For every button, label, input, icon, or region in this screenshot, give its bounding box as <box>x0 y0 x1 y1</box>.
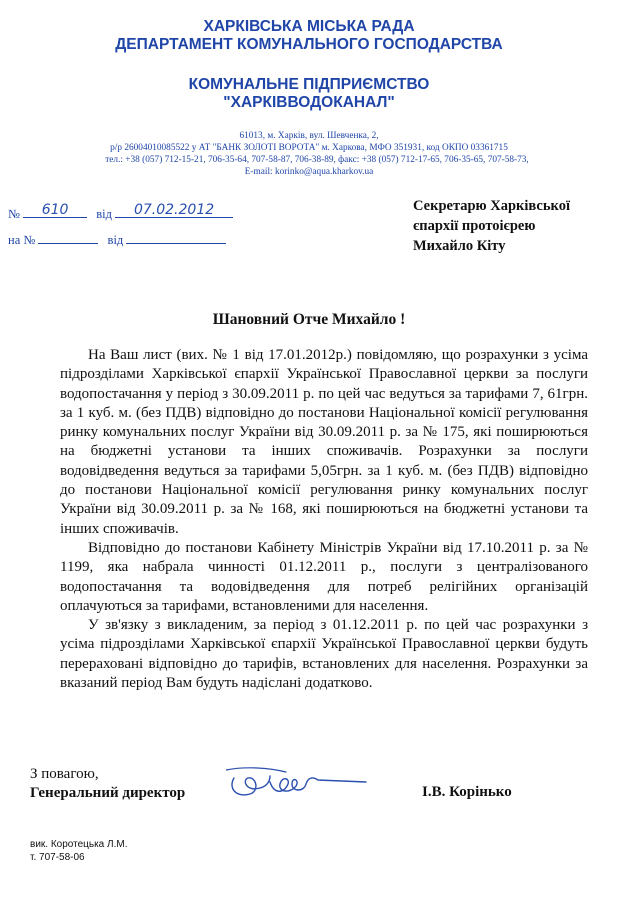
date-label: від <box>96 207 112 221</box>
in-date-label: від <box>107 233 124 247</box>
incoming-number-field <box>38 231 98 244</box>
closing-block <box>30 765 185 803</box>
council-name: ХАРКІВСЬКА МІСЬКА РАДА <box>203 18 415 35</box>
executor-phone: т. 707-58-06 <box>30 852 85 863</box>
number-label: № <box>8 207 20 221</box>
bank-details: р/р 26004010085522 у АТ "БАНК ЗОЛОТІ ВОРОТА" м. Харкова, МФО 351931, код ОКПО 03361715 <box>110 143 508 153</box>
incoming-registration <box>8 231 226 248</box>
department-name: ДЕПАРТАМЕНТ КОМУНАЛЬНОГО ГОСПОДАРСТВА <box>115 36 503 53</box>
paragraph-3: У зв'язку з викладеним, за період з 01.12.2011 р. по цей час розрахунки з усіма підрозділами Харківської єпархії Української Православної церкви будуть перераховані відповідно до тарифів, встановлених для населення. Розрахунки за вказаний період Вам будуть надіслані додатково. <box>60 617 588 692</box>
outgoing-number: 610 <box>41 202 69 218</box>
executor-block <box>30 838 127 864</box>
signer-title: Генеральний директор <box>30 785 186 801</box>
recipient-line-3: Михайло Кіту <box>413 238 506 254</box>
incoming-date-field <box>126 231 226 244</box>
executor-name: вик. Коротецька Л.М. <box>30 839 128 850</box>
outgoing-number-field <box>23 202 87 218</box>
enterprise-name: "ХАРКІВВОДОКАНАЛ" <box>223 94 395 111</box>
recipient-block <box>413 196 570 256</box>
signature-icon <box>226 764 376 804</box>
letter-body <box>60 346 588 693</box>
outgoing-date-field <box>115 202 233 218</box>
in-number-label: на № <box>8 233 36 247</box>
email: E-mail: korinko@aqua.kharkov.ua <box>244 167 374 177</box>
outgoing-registration <box>8 202 233 222</box>
address: 61013, м. Харків, вул. Шевченка, 2, <box>239 131 379 141</box>
greeting: Шановний Отче Михайло ! <box>212 311 406 328</box>
signer-name: І.В. Корінько <box>422 784 512 800</box>
paragraph-2: Відповідно до постанови Кабінету Міністрів України від 17.10.2011 р. за № 1199, яка набрала чинності 01.12.2011 р., послуги з централізованого водопостачання та водовідведення для потреб релігійних організацій оплачуються за тарифами, встановленими для населення. <box>60 539 588 614</box>
recipient-line-2: єпархії протоієрею <box>413 218 536 234</box>
regards: З повагою, <box>30 766 99 782</box>
enterprise-type: КОМУНАЛЬНЕ ПІДПРИЄМСТВО <box>188 76 430 93</box>
phone-numbers: тел.: +38 (057) 712-15-21, 706-35-64, 707-58-87, 706-38-89, факс: +38 (057) 712-17-65, 706-35-65, 707-58-73, <box>105 155 529 165</box>
recipient-line-1: Секретарю Харківської <box>413 198 570 214</box>
outgoing-date: 07.02.2012 <box>133 202 215 218</box>
paragraph-1: На Ваш лист (вих. № 1 від 17.01.2012р.) повідомляю, що розрахунки з усіма підрозділами Харківської єпархії Української Православної церкви за послуги водопостачання у період з 30.09.2011 р. по цей час ведуться за тарифами 7, 61грн. за 1 куб. м. (без ПДВ) відповідно до постанови Національної комісії регулювання ринку комунальних послуг України від 30.09.2011 р. за № 175, які поширюються на бюджетні установи та інших споживачів. Розрахунки за послуги водовідведення ведуться за тарифами 5,05грн. за 1 куб. м. (без ПДВ) відповідно до постанови Національної комісії регулювання ринку комунальних послуг України від 30.09.2011 р. за № 168, які поширюються на бюджетні установи та інших споживачів. <box>60 347 588 537</box>
